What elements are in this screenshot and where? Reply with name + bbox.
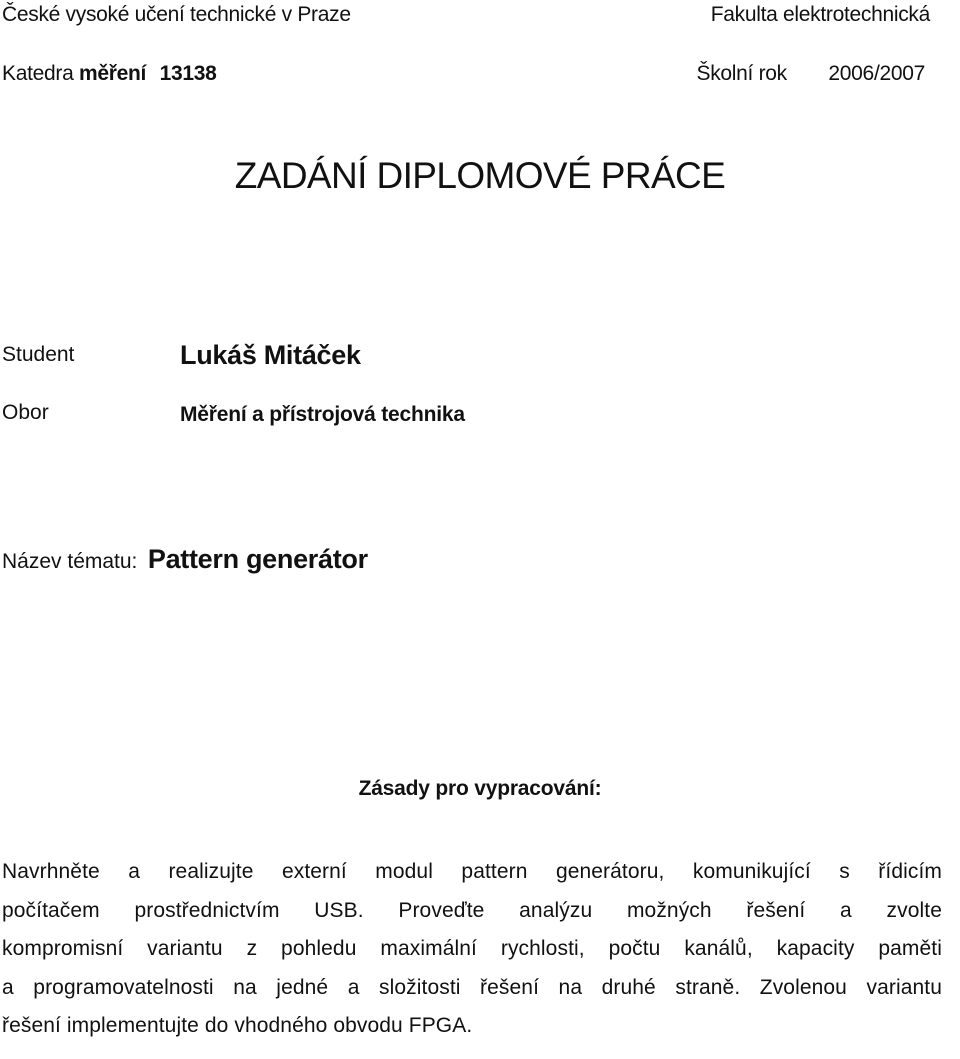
- department-number: 13138: [159, 62, 217, 85]
- principles-heading: Zásady pro vypracování:: [358, 777, 602, 800]
- topic-label: Název tématu:: [2, 550, 138, 573]
- instructions-line: a programovatelnosti na jedné a složitosti řešení na druhé straně. Zvolenou variantu: [2, 975, 942, 999]
- field-label: Obor: [2, 401, 49, 424]
- instructions-line: řešení implementujte do vhodného obvodu FPGA.: [2, 1014, 473, 1037]
- topic-value: Pattern generátor: [147, 544, 368, 574]
- department-label: Katedra: [2, 62, 74, 85]
- university-name: České vysoké učení technické v Praze: [2, 3, 351, 26]
- school-year-value: 2006/2007: [828, 62, 925, 85]
- instructions-line: kompromisní variantu z pohledu maximální rychlosti, počtu kanálů, kapacity paměti: [2, 937, 942, 960]
- faculty-name: Fakulta elektrotechnická: [710, 3, 930, 26]
- field-value: Měření a přístrojová technika: [180, 403, 465, 426]
- student-label: Student: [2, 343, 75, 366]
- department: [2, 62, 217, 86]
- topic: [2, 544, 368, 575]
- instructions-line: počítačem prostřednictvím USB. Proveďte analýzu možných řešení a zvolte: [2, 898, 942, 922]
- school-year: [697, 62, 926, 86]
- student-name: Lukáš Mitáček: [180, 340, 361, 370]
- department-name: měření: [79, 62, 147, 85]
- school-year-label: Školní rok: [696, 62, 787, 85]
- instructions-line: Navrhněte a realizujte externí modul pattern generátoru, komunikující s řídicím: [2, 860, 942, 883]
- document-title: ZADÁNÍ DIPLOMOVÉ PRÁCE: [234, 155, 726, 196]
- instructions-text: [2, 853, 942, 1046]
